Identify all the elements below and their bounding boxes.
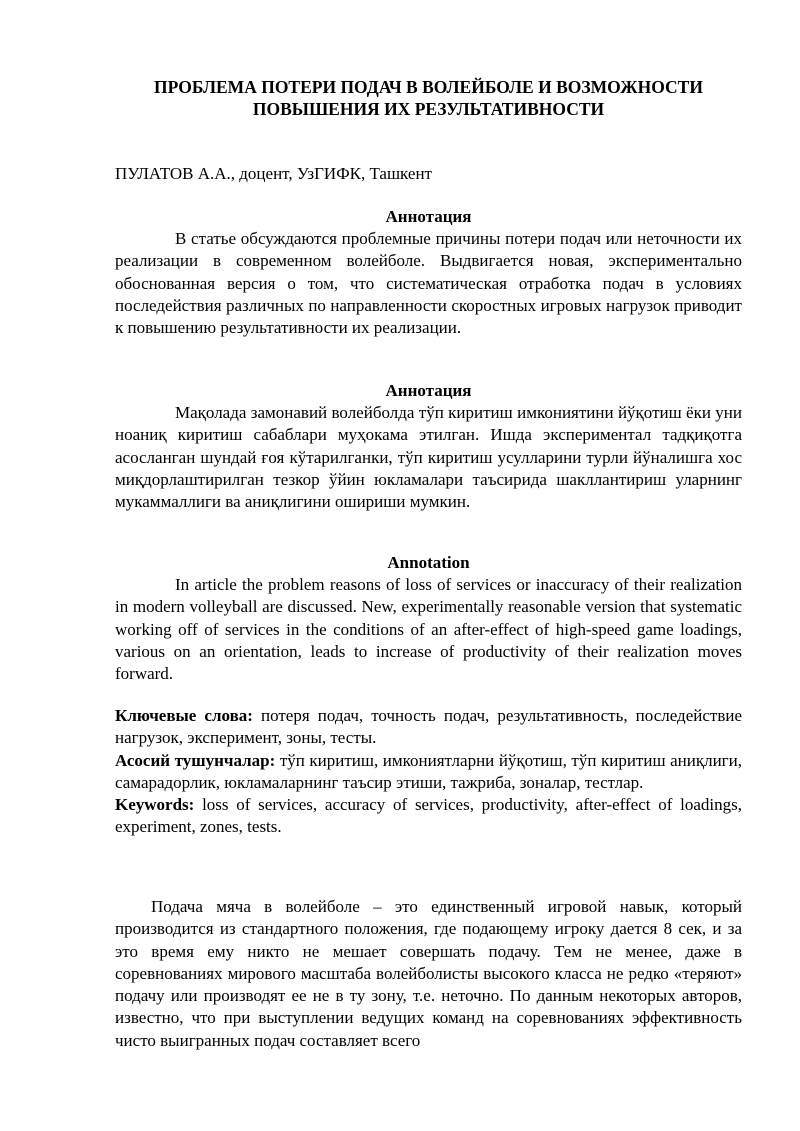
- document-page: [115, 0, 742, 1131]
- keywords-text: потеря подач, точность подач, результативность, последействие нагрузок, эксперимент, зоны, тесты.: [115, 706, 742, 748]
- author-line: ПУЛАТОВ А.А., доцент, УзГИФК, Ташкент: [115, 164, 432, 183]
- abstract-text: In article the problem reasons of loss of services or inaccuracy of their realization in modern volleyball are discussed. New, experimentally reasonable version that systematic working off of services in the conditions of an after-effect of high-speed game loadings, various on an orientation, leads to increase of productivity of their realization moves forward.: [115, 575, 742, 684]
- abstract-text: Мақолада замонавий волейболда тўп киритиш имкониятини йўқотиш ёки уни ноаниқ киритиш сабаблари муҳокама этилган. Ишда экспериментал тадқиқотга асосланган шундай ғоя кўтарилганки, тўп киритиш усулларини турли йўналишга хос миқдорлаштирилган тезкор ўйин юкламалари таъсирида шакллантириш уларнинг мукаммаллиги ва аниқлигини ошириши мумкин.: [115, 403, 742, 512]
- keywords-uzbek: [115, 750, 742, 795]
- keywords-english: [115, 794, 742, 839]
- abstract-text: В статье обсуждаются проблемные причины потери подач или неточности их реализации в современном волейболе. Выдвигается новая, экспериментально обоснованная версия о том, что систематическая отработка подач в условиях последействия различных по направленности скоростных игровых нагрузок приводит к повышению результативности их реализации.: [115, 229, 742, 338]
- abstract-heading: Аннотация: [385, 207, 472, 226]
- body-paragraph: Подача мяча в волейболе – это единственный игровой навык, который производится из стандартного положения, где подающему игроку дается 8 сек, и за это время ему никто не мешает совершать подачу. Тем не менее, даже в соревнованиях мирового масштаба волейболисты высокого класса не редко «теряют» подачу или производят ее не в ту зону, т.е. неточно. По данным некоторых авторов, известно, что при выступлении ведущих команд на соревнованиях эффективность чисто выигранных подач составляет всего: [115, 897, 742, 1050]
- keywords-label: Асосий тушунчалар:: [115, 750, 276, 770]
- paper-title: ПРОБЛЕМА ПОТЕРИ ПОДАЧ В ВОЛЕЙБОЛЕ И ВОЗМОЖНОСТИ ПОВЫШЕНИЯ ИХ РЕЗУЛЬТАТИВНОСТИ: [154, 77, 703, 119]
- keywords-label: Keywords:: [115, 795, 195, 815]
- keywords-text: loss of services, accuracy of services, productivity, after-effect of loadings, experiment, zones, tests.: [115, 795, 742, 837]
- abstract-english: [115, 552, 742, 685]
- keywords-text: тўп киритиш, имкониятларни йўқотиш, тўп киритиш аниқлиги, самарадорлик, юкламаларнинг таъсир этиши, тажриба, зоналар, тестлар.: [115, 750, 742, 792]
- keywords-russian: [115, 705, 742, 750]
- abstract-heading: Аннотация: [385, 381, 472, 400]
- keywords-label: Ключевые слова:: [115, 706, 253, 725]
- abstract-heading: Annotation: [387, 553, 470, 572]
- abstract-uzbek: [115, 380, 742, 513]
- keywords-block: [115, 705, 742, 839]
- abstract-russian: [115, 206, 742, 339]
